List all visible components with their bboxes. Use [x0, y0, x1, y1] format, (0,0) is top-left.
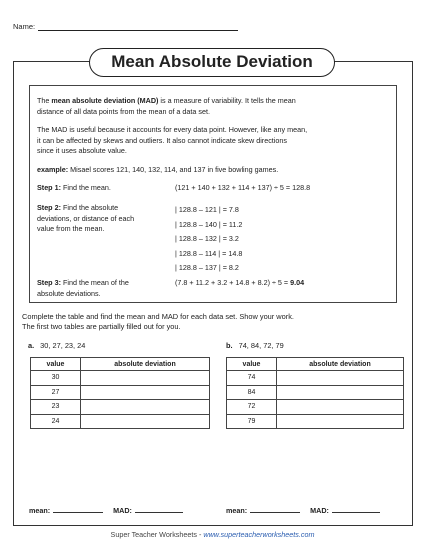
problem-a-data: 30, 27, 23, 24: [40, 341, 86, 350]
problem-b-label: [226, 341, 284, 350]
step2-desc-line1: Find the absolute: [60, 203, 119, 212]
value-cell: 72: [227, 400, 277, 415]
usefulness-line3: since it uses absolute value.: [37, 146, 127, 155]
step2-calcs: [175, 203, 242, 276]
deviation-column-header: absolute deviation: [277, 358, 404, 371]
value-cell: 24: [31, 414, 81, 429]
deviation-cell[interactable]: [277, 414, 404, 429]
deviation-cell[interactable]: [81, 385, 210, 400]
page-title: Mean Absolute Deviation: [89, 48, 335, 77]
usefulness-line1: The MAD is useful because it accounts for every data point. However, like any mean,: [37, 125, 308, 134]
step2-desc-line3: value from the mean.: [37, 224, 105, 233]
usefulness-line2: it can be affected by skews and outliers. It also cannot indicate skew directions: [37, 135, 287, 145]
table-row: [227, 371, 404, 386]
name-field[interactable]: [13, 22, 238, 31]
example-paragraph: [37, 165, 278, 176]
step2-calc-line: | 128.8 – 114 | = 14.8: [175, 248, 243, 258]
step2-calc-line: | 128.8 – 137 | = 8.2: [175, 263, 239, 272]
step1-desc: Find the mean.: [60, 183, 111, 192]
mad-answer-blank[interactable]: [332, 506, 380, 513]
table-row: [227, 400, 404, 415]
value-column-header: value: [227, 358, 277, 371]
example-text: Misael scores 121, 140, 132, 114, and 137 in five bowling games.: [68, 165, 279, 174]
step3-calc-text: (7.8 + 11.2 + 3.2 + 14.8 + 8.2) ÷ 5 =: [175, 278, 291, 287]
value-cell: 74: [227, 371, 277, 386]
table-row: [31, 414, 210, 429]
value-cell: 79: [227, 414, 277, 429]
value-cell: 84: [227, 385, 277, 400]
mean-answer-blank[interactable]: [53, 506, 103, 513]
footer-link[interactable]: www.superteacherworksheets.com: [203, 530, 315, 539]
usefulness-paragraph: [37, 125, 307, 157]
deviation-cell[interactable]: [277, 371, 404, 386]
step3-result: 9.04: [290, 278, 305, 287]
definition-term: mean absolute deviation (MAD): [51, 96, 159, 105]
value-cell: 30: [31, 371, 81, 386]
step2-calc-line: | 128.8 – 140 | = 11.2: [175, 219, 243, 229]
mad-label: MAD:: [113, 506, 132, 515]
deviation-cell[interactable]: [81, 371, 210, 386]
deviation-cell[interactable]: [81, 400, 210, 415]
step3-calc: [175, 278, 304, 289]
footer: [0, 530, 425, 539]
table-row: [31, 400, 210, 415]
problem-b-letter: b.: [226, 341, 233, 350]
value-cell: 23: [31, 400, 81, 415]
table-row: [31, 371, 210, 386]
problem-a-table: [30, 357, 210, 429]
problem-b-table: [226, 357, 404, 429]
step3-desc-line1: Find the mean of the: [60, 278, 129, 287]
deviation-cell[interactable]: [81, 414, 210, 429]
value-column-header: value: [31, 358, 81, 371]
instructions-line2: The first two tables are partially filled out for you.: [22, 322, 181, 331]
table-row: [227, 414, 404, 429]
step2-label: [37, 203, 134, 235]
deviation-column-header: absolute deviation: [81, 358, 210, 371]
mean-label: mean:: [29, 506, 51, 515]
step2-calc-line: | 128.8 – 121 | = 7.8: [175, 205, 239, 214]
step1-calc: (121 + 140 + 132 + 114 + 137) ÷ 5 = 128.8: [175, 183, 311, 192]
step3-desc-line2: absolute deviations.: [37, 288, 101, 298]
definition-text-start: The: [37, 96, 52, 105]
mean-label: mean:: [226, 506, 248, 515]
definition-paragraph: [37, 96, 296, 117]
step2-calc-line: | 128.8 – 132 | = 3.2: [175, 234, 239, 243]
table-row: [227, 385, 404, 400]
step3-title: Step 3:: [37, 278, 61, 287]
mad-label: MAD:: [310, 506, 329, 515]
footer-separator: -: [196, 530, 204, 539]
definition-text-end: is a measure of variability. It tells the mean: [158, 96, 296, 105]
deviation-cell[interactable]: [277, 385, 404, 400]
mad-answer-blank[interactable]: [135, 506, 183, 513]
name-label: Name:: [13, 22, 36, 31]
step3-label: [37, 278, 129, 299]
value-cell: 27: [31, 385, 81, 400]
footer-brand: Super Teacher Worksheets: [110, 530, 197, 539]
step2-desc-line2: deviations, or distance of each: [37, 213, 135, 223]
step1-title: Step 1:: [37, 183, 61, 192]
problem-b-answers: [226, 506, 390, 515]
name-blank-line[interactable]: [38, 23, 238, 31]
table-row: [31, 385, 210, 400]
instructions: [22, 312, 294, 332]
instructions-line1: Complete the table and find the mean and MAD for each data set. Show your work.: [22, 312, 294, 321]
problem-a-label: [28, 341, 85, 350]
definition-text-line2: distance of all data points from the mean of a data set.: [37, 106, 211, 116]
step1-label: [37, 183, 111, 194]
step2-title: Step 2:: [37, 203, 61, 212]
deviation-cell[interactable]: [277, 400, 404, 415]
problem-a-letter: a.: [28, 341, 35, 350]
problem-b-data: 74, 84, 72, 79: [238, 341, 284, 350]
mean-answer-blank[interactable]: [250, 506, 300, 513]
problem-a-answers: [29, 506, 193, 515]
example-label: example:: [37, 165, 69, 174]
